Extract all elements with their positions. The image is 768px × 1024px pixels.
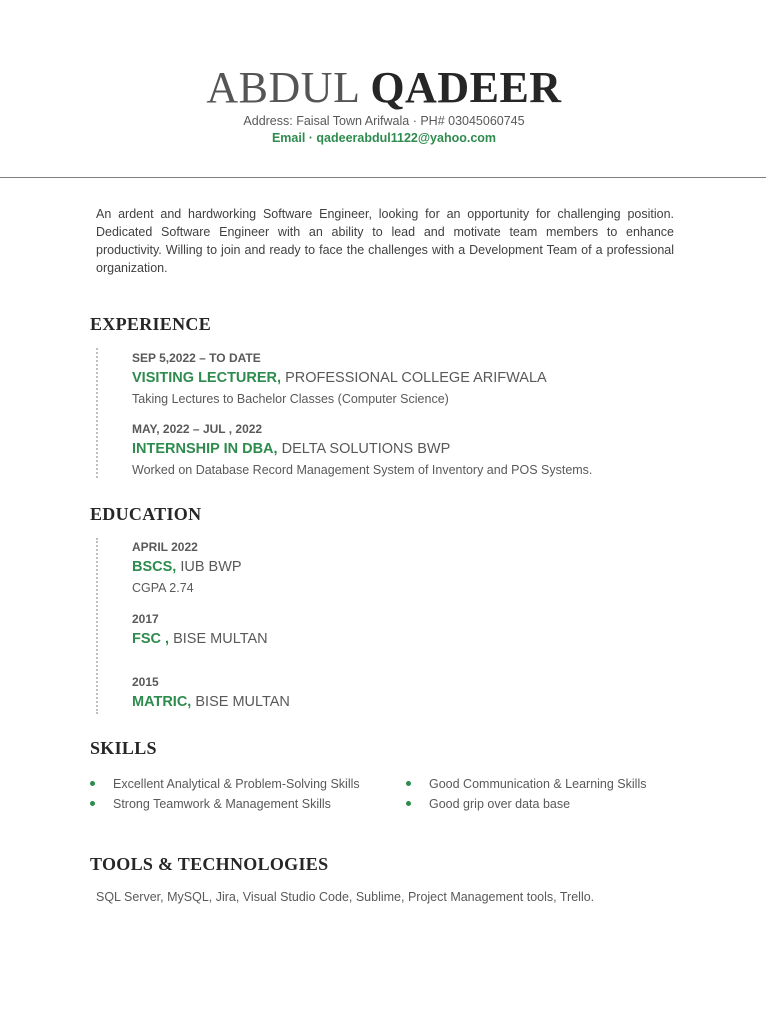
first-name: ABDUL	[206, 63, 359, 112]
bullet-icon	[90, 801, 95, 806]
entry-role	[132, 439, 592, 459]
entry-desc: CGPA 2.74	[132, 581, 194, 595]
bullet-icon	[90, 781, 95, 786]
entry-org: DELTA SOLUTIONS BWP	[277, 441, 451, 457]
skills-heading: SKILLS	[90, 738, 157, 758]
experience-entry	[132, 350, 547, 407]
entry-org: BISE MULTAN	[169, 631, 268, 647]
contact-address: Address: Faisal Town Arifwala · PH# 03045060745	[243, 114, 525, 128]
entry-date: 2017	[132, 612, 159, 626]
education-timeline	[96, 538, 99, 714]
entry-title: VISITING LECTURER,	[132, 370, 282, 386]
experience-entry	[132, 421, 592, 478]
education-entry	[132, 674, 290, 712]
entry-title: INTERNSHIP IN DBA,	[132, 441, 278, 457]
entry-degree: MATRIC,	[132, 694, 192, 710]
header-divider	[0, 177, 766, 178]
entry-role	[132, 368, 547, 388]
profile-summary: An ardent and hardworking Software Engineer, looking for an opportunity for challenging position. Dedicated Software Engineer with an ability to lead and motivate team members to enhance productivity. Willing to join and ready to face the challenges with a Development Team of a professional organization.	[96, 207, 674, 275]
skill-label: Strong Teamwork & Management Skills	[113, 797, 331, 811]
education-entry	[132, 611, 268, 649]
entry-date: 2015	[132, 675, 159, 689]
last-name: QADEER	[370, 63, 562, 112]
bullet-icon	[406, 781, 411, 786]
entry-role	[132, 629, 268, 649]
tools-heading: TOOLS & TECHNOLOGIES	[90, 854, 329, 874]
education-entry	[132, 539, 242, 596]
entry-desc: Taking Lectures to Bachelor Classes (Computer Science)	[132, 392, 449, 406]
entry-org: BISE MULTAN	[191, 694, 290, 710]
entry-date: MAY, 2022 – JUL , 2022	[132, 422, 263, 436]
skill-label: Good grip over data base	[429, 797, 571, 811]
entry-role	[132, 557, 242, 577]
experience-heading: EXPERIENCE	[90, 314, 212, 334]
candidate-name	[0, 62, 768, 114]
skill-label: Excellent Analytical & Problem-Solving Skills	[113, 777, 360, 791]
experience-timeline	[96, 348, 99, 478]
entry-degree: FSC ,	[132, 631, 170, 647]
entry-org: PROFESSIONAL COLLEGE ARIFWALA	[281, 370, 547, 386]
bullet-icon	[406, 801, 411, 806]
tools-list: SQL Server, MySQL, Jira, Visual Studio Code, Sublime, Project Management tools, Trello.	[96, 890, 595, 904]
entry-date: SEP 5,2022 – TO DATE	[132, 351, 261, 365]
entry-org: IUB BWP	[176, 559, 242, 575]
skill-label: Good Communication & Learning Skills	[429, 777, 647, 791]
entry-desc: Worked on Database Record Management System of Inventory and POS Systems.	[132, 463, 593, 477]
education-heading: EDUCATION	[90, 504, 202, 524]
entry-role	[132, 692, 290, 712]
contact-email[interactable]: Email · qadeerabdul1122@yahoo.com	[271, 131, 497, 145]
entry-date: APRIL 2022	[132, 540, 198, 554]
entry-degree: BSCS,	[132, 559, 177, 575]
